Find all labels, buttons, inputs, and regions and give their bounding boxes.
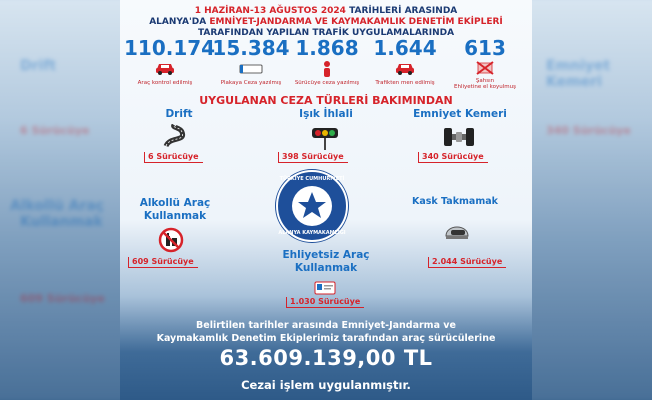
stat-value: 15.384 [212, 36, 290, 60]
right-blurred-edge [522, 0, 652, 400]
unlicensed-count: 1.030 Sürücüye [286, 297, 364, 308]
license-cancelled-icon [442, 60, 528, 78]
ghost-seatbelt-title: Emniyet Kemeri [546, 58, 611, 90]
stat-driver-fines [286, 36, 368, 86]
header-agencies: EMNİYET-JANDARMA VE KAYMAKAMLIK DENETİM EKİPLERİ [209, 17, 503, 27]
header-date-suffix: TARİHLERİ ARASINDA [349, 6, 458, 16]
footer-line-3: Cezai işlem uygulanmıştır. [241, 378, 411, 392]
ghost-drift-title: Drift [20, 58, 57, 74]
car-banned-icon [364, 60, 446, 78]
alcohol-title [130, 197, 220, 223]
stat-plate-fines [210, 36, 292, 86]
helmet-title: Kask Takmamak [412, 196, 498, 207]
stat-caption: Araç kontrol edilmiş [137, 80, 193, 86]
traffic-light-icon [310, 124, 340, 154]
header-date: 1 HAZİRAN-13 AĞUSTOS 2024 [194, 6, 346, 16]
section-subtitle: UYGULANAN CEZA TÜRLERİ BAKIMINDAN [199, 94, 453, 107]
infographic-panel [120, 0, 532, 400]
seal-top-text: TÜRKİYE CUMHURİYETİ [279, 176, 345, 182]
header-line-3: TARAFINDAN YAPILAN TRAFİK UYGULAMALARINDA [197, 28, 455, 38]
seal-emblem [292, 186, 332, 226]
drift-count: 6 Sürücüye [144, 152, 203, 163]
alcohol-title-line1: Alkollü Araç [139, 197, 211, 209]
stat-caption-prefix: Şahsın [475, 78, 495, 84]
ghost-drift-count: 6 Sürücüye [20, 124, 90, 137]
footer-line-1: Belirtilen tarihler arasında Emniyet-Jandarma ve [196, 320, 456, 331]
stat-caption: Plakaya Ceza yazılmış [220, 80, 282, 86]
ghost-seatbelt-count: 340 Sürücüye [546, 124, 631, 137]
stat-vehicles-checked [124, 36, 216, 86]
stat-value: 613 [464, 36, 506, 60]
driver-icon [286, 60, 368, 78]
header-line-2 [120, 17, 532, 27]
footer-line-2: Kaymakamlık Denetim Ekiplerimiz tarafından araç sürücülerine [156, 333, 496, 344]
ghost-alcohol-title1: Alkollü Araç [10, 198, 105, 214]
ghost-alcohol-title2: Kullanmak [20, 214, 103, 230]
helmet-count: 2.044 Sürücüye [428, 257, 506, 268]
stat-vehicles-banned [364, 36, 446, 86]
seatbelt-icon [442, 126, 476, 152]
seatbelt-count: 340 Sürücüye [418, 152, 488, 163]
unlicensed-title-line2: Kullanmak [294, 262, 358, 274]
stat-caption: Trafikten men edilmiş [375, 80, 435, 86]
stat-caption: Ehliyetine el koyulmuş [454, 84, 516, 90]
alcohol-count: 609 Sürücüye [128, 257, 198, 268]
seal-bottom-text: ALANYA KAYMAKAMLIĞI [278, 230, 346, 236]
red-light-title: Işık İhlali [299, 108, 353, 120]
red-light-count: 398 Sürücüye [278, 152, 348, 163]
road-curve-icon [162, 124, 192, 152]
unlicensed-title [270, 249, 382, 275]
fine-total-amount: 63.609.139,00 TL [219, 346, 433, 370]
unlicensed-title-line1: Ehliyetsiz Araç [282, 249, 370, 261]
stat-value: 1.644 [373, 36, 437, 60]
kaymakamlik-seal [276, 170, 348, 242]
stat-licenses-seized [442, 36, 528, 90]
header-line-1 [120, 6, 532, 16]
ghost-alcohol-count: 609 Sürücüye [20, 292, 105, 305]
stat-caption: Sürücüye ceza yazılmış [294, 80, 360, 86]
seatbelt-title: Emniyet Kemeri [413, 108, 507, 120]
stat-value: 1.868 [295, 36, 359, 60]
left-blurred-edge [0, 0, 130, 400]
alcohol-title-line2: Kullanmak [143, 210, 207, 222]
drift-title: Drift [165, 108, 193, 120]
stat-caption-wrap [442, 78, 528, 90]
stat-value: 110.174 [124, 36, 216, 60]
no-alcohol-icon [158, 227, 184, 257]
license-plate-icon [210, 60, 292, 78]
header-location: ALANYA'DA [149, 17, 207, 27]
car-icon [124, 60, 206, 78]
helmet-icon [442, 216, 472, 250]
